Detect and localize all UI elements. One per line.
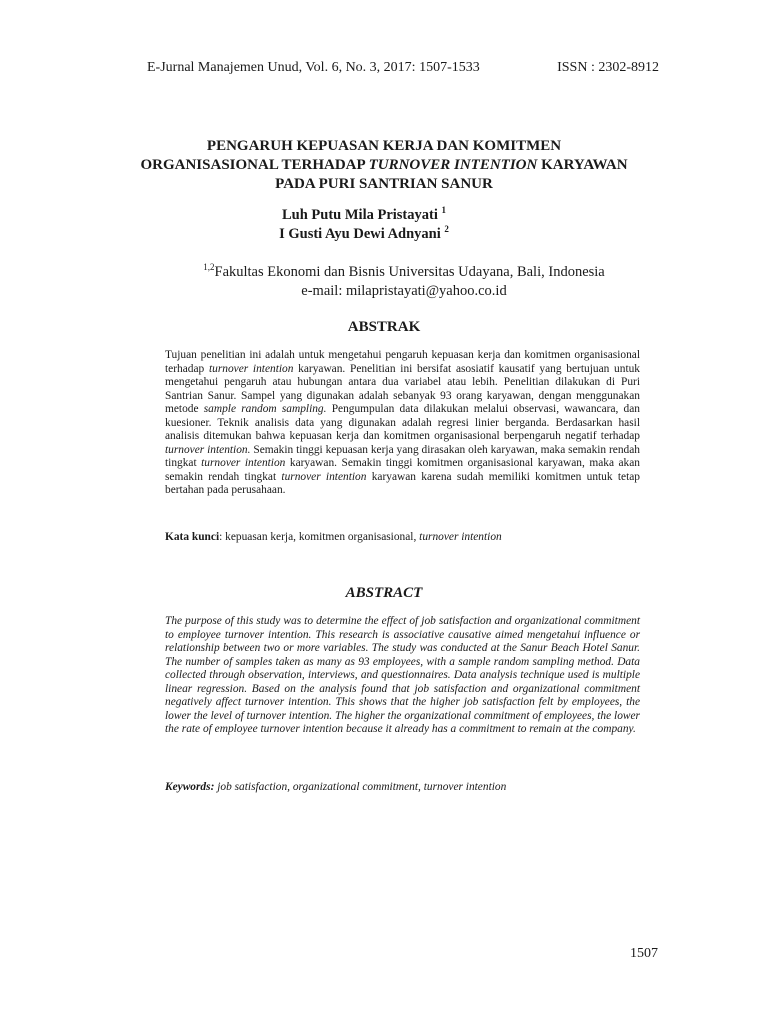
keywords [165, 780, 640, 794]
author-list [110, 206, 618, 244]
title-line-2-prefix: ORGANISASIONAL TERHADAP [140, 157, 369, 173]
abstrak-text-4: Semakin tinggi kepuasan kerja yang dirasakan oleh karyawan, maka semakin rendah tingkat [165, 443, 641, 469]
abstract-heading: ABSTRACT [345, 585, 423, 601]
keywords-label: Keywords: [165, 781, 215, 793]
abstrak-italic-3: turnover intention. [165, 443, 251, 456]
email: e-mail: milapristayati@yahoo.co.id [301, 283, 507, 299]
abstrak-text-3: Pengumpulan data dilakukan melalui observasi, wawancara, dan kuesioner. Teknik analisis data yang digunakan adalah regresi linier berganda. Berdasarkan hasil analisis ditemukan bahwa kepuasan kerja dan komitmen organisasional berpengaruh negatif terhadap [165, 403, 640, 442]
abstrak-text-2: karyawan. Penelitian ini bersifat asosiatif kausatif yang bertujuan untuk mengetahui pengaruh atau hubungan antara dua variabel atau lebih. Penelitian dilakukan di Puri Santrian Sanur. Sampel yang digunakan adalah sebanyak 93 orang karyawan, dengan menggunakan metode [165, 362, 640, 415]
issn: ISSN : 2302-8912 [557, 60, 659, 75]
abstrak-text-1: Tujuan penelitian ini adalah untuk mengetahui pengaruh kepuasan kerja dan komitmen organisasional terhadap [165, 349, 640, 375]
abstrak-text-5: karyawan. Semakin tinggi komitmen organisasional karyawan, maka akan semakin rendah tingkat [165, 457, 641, 483]
title-line-2-suffix: KARYAWAN [537, 157, 628, 173]
title-line-2-italic: TURNOVER INTENTION [368, 157, 538, 173]
abstrak-italic-1: turnover intention [208, 362, 294, 375]
author-2-sup: 2 [444, 224, 449, 234]
author-2 [110, 225, 618, 244]
page-number: 1507 [630, 946, 658, 961]
abstrak-body [165, 349, 640, 498]
author-2-name: I Gusti Ayu Dewi Adnyani [279, 226, 441, 242]
kata-kunci-italic: turnover intention [419, 531, 502, 543]
paper-title [110, 137, 658, 194]
author-1 [110, 206, 618, 225]
running-header [147, 60, 659, 76]
affiliation-sup: 1,2 [203, 262, 215, 272]
affiliation-line [110, 263, 698, 282]
keywords-text: job satisfaction, organizational commitment, turnover intention [214, 781, 507, 793]
affiliation [110, 263, 698, 301]
title-line-1: PENGARUH KEPUASAN KERJA DAN KOMITMEN [206, 138, 562, 154]
author-1-name: Luh Putu Mila Pristayati [281, 207, 438, 223]
kata-kunci [165, 530, 640, 544]
abstrak-italic-4: turnover intention [201, 457, 286, 469]
author-1-sup: 1 [441, 205, 446, 215]
kata-kunci-label: Kata kunci [165, 531, 220, 543]
title-line-2 [110, 156, 658, 175]
affiliation-text: Fakultas Ekonomi dan Bisnis Universitas Udayana, Bali, Indonesia [214, 264, 605, 280]
abstract-body: The purpose of this study was to determine the effect of job satisfaction and organizational commitment to employee turnover intention. This research is associative causative aimed mengetahui influence or relationship between two or more variables. The study was conducted at the Sanur Beach Hotel Sanur. The number of samples taken as many as 93 employees, with a sample random sampling method. Data collected through observation, interviews, and questionnaires. Data analysis technique used is multiple linear regression. Based on the analysis found that job satisfaction and organizational commitment negatively affect turnover intention. This shows that the higher job satisfaction felt by employees, the lower the level of turnover intention. The higher the organizational commitment of employees, the lower the rate of employee turnover intention because it already has a commitment to remain at the company. [165, 615, 640, 735]
abstrak-italic-5: turnover intention [281, 470, 367, 483]
abstrak-italic-2: sample random sampling. [203, 403, 327, 415]
kata-kunci-text: : kepuasan kerja, komitmen organisasional, [219, 531, 420, 543]
abstrak-text-6: karyawan karena sudah memiliki komitmen untuk tetap bertahan pada perusahaan. [165, 470, 640, 496]
title-line-3: PADA PURI SANTRIAN SANUR [275, 176, 493, 192]
abstrak-heading: ABSTRAK [347, 319, 421, 335]
journal-citation: E-Jurnal Manajemen Unud, Vol. 6, No. 3, 2017: 1507-1533 [147, 60, 480, 75]
